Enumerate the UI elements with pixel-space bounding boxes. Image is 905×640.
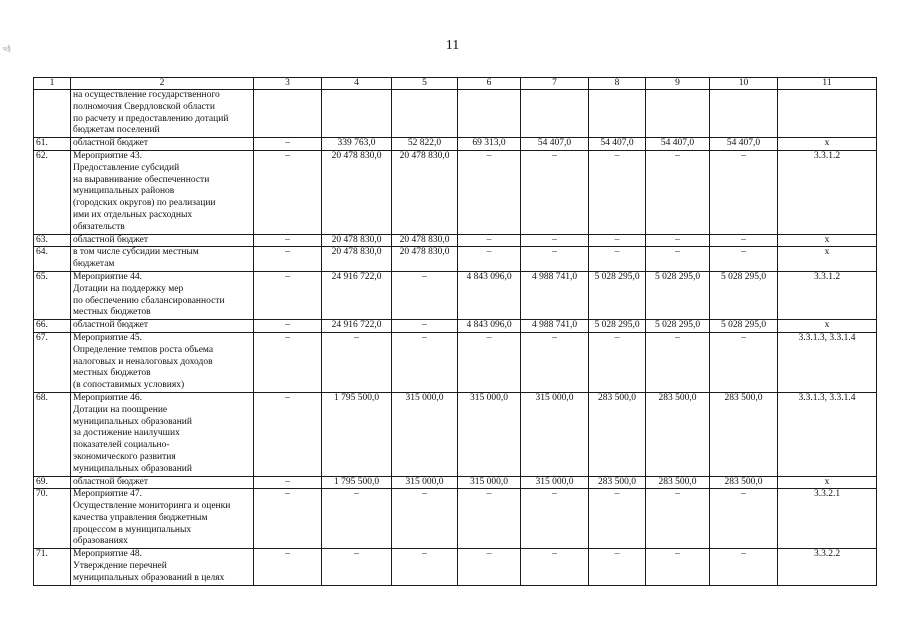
value-cell: – bbox=[521, 489, 589, 549]
name-line: Мероприятие 45. bbox=[73, 332, 143, 343]
value-cell: 315 000,0 bbox=[392, 476, 458, 489]
value-cell: 20 478 830,0 bbox=[392, 234, 458, 247]
table-row bbox=[34, 476, 877, 489]
row-number: 70. bbox=[34, 489, 71, 549]
value-cell: 4 843 096,0 bbox=[458, 271, 521, 319]
value-cell: 52 822,0 bbox=[392, 138, 458, 151]
row-name bbox=[71, 247, 254, 272]
name-line: муниципальных районов bbox=[73, 186, 175, 197]
value-cell: 54 407,0 bbox=[521, 138, 589, 151]
row-name bbox=[71, 549, 254, 585]
table-row bbox=[34, 90, 877, 138]
table-row bbox=[34, 150, 877, 234]
table-row bbox=[34, 247, 877, 272]
table-row bbox=[34, 489, 877, 549]
name-line: бюджетам bbox=[73, 259, 115, 270]
name-line: показателей социально- bbox=[73, 440, 170, 451]
table-row bbox=[34, 234, 877, 247]
budget-table bbox=[33, 77, 877, 586]
value-cell: – bbox=[521, 549, 589, 585]
column-header: 11 bbox=[778, 78, 877, 90]
value-cell: – bbox=[521, 234, 589, 247]
row-name bbox=[71, 271, 254, 319]
value-cell: 20 478 830,0 bbox=[322, 150, 392, 234]
row-number: 62. bbox=[34, 150, 71, 234]
table-row bbox=[34, 392, 877, 476]
name-line: (в сопоставимых условиях) bbox=[73, 380, 185, 391]
name-line: в том числе субсидии местным bbox=[73, 247, 199, 258]
row-number: 67. bbox=[34, 332, 71, 392]
value-cell: – bbox=[458, 247, 521, 272]
value-cell: 4 988 741,0 bbox=[521, 271, 589, 319]
row-name bbox=[71, 234, 254, 247]
column-header: 7 bbox=[521, 78, 589, 90]
value-cell: 5 028 295,0 bbox=[589, 271, 646, 319]
table-body bbox=[34, 78, 877, 586]
name-line: областной бюджет bbox=[73, 138, 149, 149]
name-line: областной бюджет bbox=[73, 320, 149, 331]
row-name bbox=[71, 320, 254, 333]
column-header: 10 bbox=[710, 78, 778, 90]
value-cell: – bbox=[322, 332, 392, 392]
value-cell: – bbox=[254, 549, 322, 585]
value-cell: – bbox=[322, 489, 392, 549]
name-line: Предоставление субсидий bbox=[73, 162, 180, 173]
value-cell: 54 407,0 bbox=[710, 138, 778, 151]
column-header: 4 bbox=[322, 78, 392, 90]
value-cell: – bbox=[254, 271, 322, 319]
row-name bbox=[71, 90, 254, 138]
table-row bbox=[34, 332, 877, 392]
value-cell: – bbox=[458, 489, 521, 549]
row-number: 69. bbox=[34, 476, 71, 489]
name-line: ими их отдельных расходных bbox=[73, 209, 193, 220]
value-cell: – bbox=[589, 489, 646, 549]
name-line: муниципальных образований bbox=[73, 416, 192, 427]
column-header: 6 bbox=[458, 78, 521, 90]
value-cell: 20 478 830,0 bbox=[322, 234, 392, 247]
name-line: Дотации на поощрение bbox=[73, 404, 168, 415]
value-cell: 3.3.1.3, 3.3.1.4 bbox=[778, 392, 877, 476]
page-number: 11 bbox=[445, 38, 460, 53]
value-cell: – bbox=[392, 271, 458, 319]
value-cell: 1 795 500,0 bbox=[322, 476, 392, 489]
value-cell: – bbox=[254, 234, 322, 247]
name-line: по обеспечению сбалансированности bbox=[73, 295, 225, 306]
value-cell: 5 028 295,0 bbox=[646, 271, 710, 319]
value-cell bbox=[254, 90, 322, 138]
row-number: 63. bbox=[34, 234, 71, 247]
name-line: Мероприятие 46. bbox=[73, 392, 143, 403]
value-cell: – bbox=[710, 234, 778, 247]
name-line: Определение темпов роста объема bbox=[73, 344, 214, 355]
value-cell: – bbox=[254, 320, 322, 333]
value-cell: 315 000,0 bbox=[392, 392, 458, 476]
value-cell: 3.3.2.1 bbox=[778, 489, 877, 549]
row-number: 65. bbox=[34, 271, 71, 319]
value-cell: 3.3.1.2 bbox=[778, 271, 877, 319]
name-line: экономического развития bbox=[73, 451, 176, 462]
row-name bbox=[71, 332, 254, 392]
value-cell: – bbox=[646, 489, 710, 549]
value-cell: – bbox=[322, 549, 392, 585]
value-cell: – bbox=[646, 234, 710, 247]
value-cell: – bbox=[254, 332, 322, 392]
name-line: процессом в муниципальных bbox=[73, 524, 192, 535]
value-cell: – bbox=[254, 247, 322, 272]
value-cell: 5 028 295,0 bbox=[646, 320, 710, 333]
name-line: Осуществление мониторинга и оценки bbox=[73, 501, 231, 512]
value-cell: 315 000,0 bbox=[458, 476, 521, 489]
name-line: на осуществление государственного bbox=[73, 90, 220, 100]
name-line: Мероприятие 48. bbox=[73, 549, 143, 560]
value-cell: – bbox=[392, 549, 458, 585]
value-cell: x bbox=[778, 234, 877, 247]
name-line: муниципальных образований bbox=[73, 463, 192, 474]
value-cell: – bbox=[710, 549, 778, 585]
table-row bbox=[34, 271, 877, 319]
name-line: налоговых и неналоговых доходов bbox=[73, 356, 213, 367]
value-cell: – bbox=[521, 332, 589, 392]
value-cell: 5 028 295,0 bbox=[710, 271, 778, 319]
value-cell: 283 500,0 bbox=[589, 392, 646, 476]
name-line: образованиях bbox=[73, 536, 128, 547]
column-header: 8 bbox=[589, 78, 646, 90]
value-cell: 315 000,0 bbox=[521, 392, 589, 476]
row-number: 68. bbox=[34, 392, 71, 476]
value-cell: 24 916 722,0 bbox=[322, 271, 392, 319]
name-line: местных бюджетов bbox=[73, 368, 151, 379]
value-cell: 20 478 830,0 bbox=[392, 150, 458, 234]
column-header: 5 bbox=[392, 78, 458, 90]
value-cell bbox=[322, 90, 392, 138]
value-cell: 4 988 741,0 bbox=[521, 320, 589, 333]
value-cell: – bbox=[254, 392, 322, 476]
value-cell: – bbox=[254, 138, 322, 151]
name-line: обязательств bbox=[73, 221, 125, 232]
value-cell bbox=[646, 90, 710, 138]
value-cell: 315 000,0 bbox=[521, 476, 589, 489]
column-header: 1 bbox=[34, 78, 71, 90]
value-cell bbox=[392, 90, 458, 138]
value-cell: – bbox=[392, 489, 458, 549]
value-cell: 283 500,0 bbox=[710, 392, 778, 476]
value-cell: – bbox=[254, 150, 322, 234]
value-cell: 4 843 096,0 bbox=[458, 320, 521, 333]
value-cell: – bbox=[710, 489, 778, 549]
name-line: областной бюджет bbox=[73, 476, 149, 487]
margin-mark: ч§ bbox=[3, 44, 12, 53]
value-cell: 5 028 295,0 bbox=[710, 320, 778, 333]
value-cell: x bbox=[778, 476, 877, 489]
value-cell: – bbox=[710, 150, 778, 234]
value-cell: – bbox=[392, 332, 458, 392]
name-line: Мероприятие 47. bbox=[73, 489, 143, 500]
value-cell: – bbox=[254, 489, 322, 549]
value-cell: – bbox=[589, 549, 646, 585]
value-cell bbox=[710, 90, 778, 138]
value-cell: – bbox=[254, 476, 322, 489]
name-line: полномочия Свердловской области bbox=[73, 101, 215, 112]
value-cell: – bbox=[458, 549, 521, 585]
value-cell: x bbox=[778, 320, 877, 333]
value-cell: 20 478 830,0 bbox=[322, 247, 392, 272]
value-cell bbox=[521, 90, 589, 138]
value-cell: 1 795 500,0 bbox=[322, 392, 392, 476]
value-cell: 24 916 722,0 bbox=[322, 320, 392, 333]
name-line: бюджетам поселений bbox=[73, 125, 160, 136]
value-cell: – bbox=[458, 150, 521, 234]
name-line: местных бюджетов bbox=[73, 307, 151, 318]
name-line: качества управления бюджетным bbox=[73, 512, 208, 523]
name-line: Мероприятие 43. bbox=[73, 150, 143, 161]
value-cell bbox=[458, 90, 521, 138]
value-cell: 315 000,0 bbox=[458, 392, 521, 476]
value-cell: – bbox=[710, 332, 778, 392]
value-cell: – bbox=[392, 320, 458, 333]
value-cell: – bbox=[646, 150, 710, 234]
value-cell bbox=[778, 90, 877, 138]
row-number: 71. bbox=[34, 549, 71, 585]
value-cell: 283 500,0 bbox=[710, 476, 778, 489]
value-cell: 3.3.1.2 bbox=[778, 150, 877, 234]
name-line: за достижение наилучших bbox=[73, 428, 180, 439]
name-line: областной бюджет bbox=[73, 234, 149, 245]
row-name bbox=[71, 476, 254, 489]
name-line: на выравнивание обеспеченности bbox=[73, 174, 210, 185]
row-number: 66. bbox=[34, 320, 71, 333]
value-cell: – bbox=[521, 247, 589, 272]
table-row bbox=[34, 320, 877, 333]
value-cell: 283 500,0 bbox=[589, 476, 646, 489]
value-cell: 69 313,0 bbox=[458, 138, 521, 151]
value-cell: – bbox=[646, 247, 710, 272]
column-header: 9 bbox=[646, 78, 710, 90]
name-line: Утверждение перечней bbox=[73, 561, 167, 572]
value-cell: 283 500,0 bbox=[646, 476, 710, 489]
column-header: 3 bbox=[254, 78, 322, 90]
value-cell: 54 407,0 bbox=[589, 138, 646, 151]
row-number: 64. bbox=[34, 247, 71, 272]
value-cell: x bbox=[778, 138, 877, 151]
name-line: муниципальных образований в целях bbox=[73, 572, 225, 583]
table-row bbox=[34, 549, 877, 585]
value-cell: – bbox=[458, 332, 521, 392]
value-cell: 20 478 830,0 bbox=[392, 247, 458, 272]
table-row bbox=[34, 138, 877, 151]
header-row bbox=[34, 78, 877, 90]
column-header: 2 bbox=[71, 78, 254, 90]
value-cell: 3.3.2.2 bbox=[778, 549, 877, 585]
value-cell: x bbox=[778, 247, 877, 272]
row-name bbox=[71, 489, 254, 549]
value-cell: 283 500,0 bbox=[646, 392, 710, 476]
value-cell: – bbox=[646, 549, 710, 585]
value-cell: – bbox=[646, 332, 710, 392]
name-line: Дотации на поддержку мер bbox=[73, 283, 184, 294]
row-name bbox=[71, 150, 254, 234]
value-cell: 339 763,0 bbox=[322, 138, 392, 151]
value-cell bbox=[589, 90, 646, 138]
value-cell: – bbox=[521, 150, 589, 234]
row-number bbox=[34, 90, 71, 138]
value-cell: – bbox=[589, 150, 646, 234]
value-cell: 54 407,0 bbox=[646, 138, 710, 151]
value-cell: – bbox=[589, 247, 646, 272]
name-line: по расчету и предоставлению дотаций bbox=[73, 113, 229, 124]
row-number: 61. bbox=[34, 138, 71, 151]
value-cell: – bbox=[710, 247, 778, 272]
value-cell: 3.3.1.3, 3.3.1.4 bbox=[778, 332, 877, 392]
name-line: Мероприятие 44. bbox=[73, 271, 143, 282]
value-cell: – bbox=[458, 234, 521, 247]
value-cell: – bbox=[589, 332, 646, 392]
row-name bbox=[71, 138, 254, 151]
row-name bbox=[71, 392, 254, 476]
value-cell: – bbox=[589, 234, 646, 247]
value-cell: 5 028 295,0 bbox=[589, 320, 646, 333]
name-line: (городских округов) по реализации bbox=[73, 198, 216, 209]
